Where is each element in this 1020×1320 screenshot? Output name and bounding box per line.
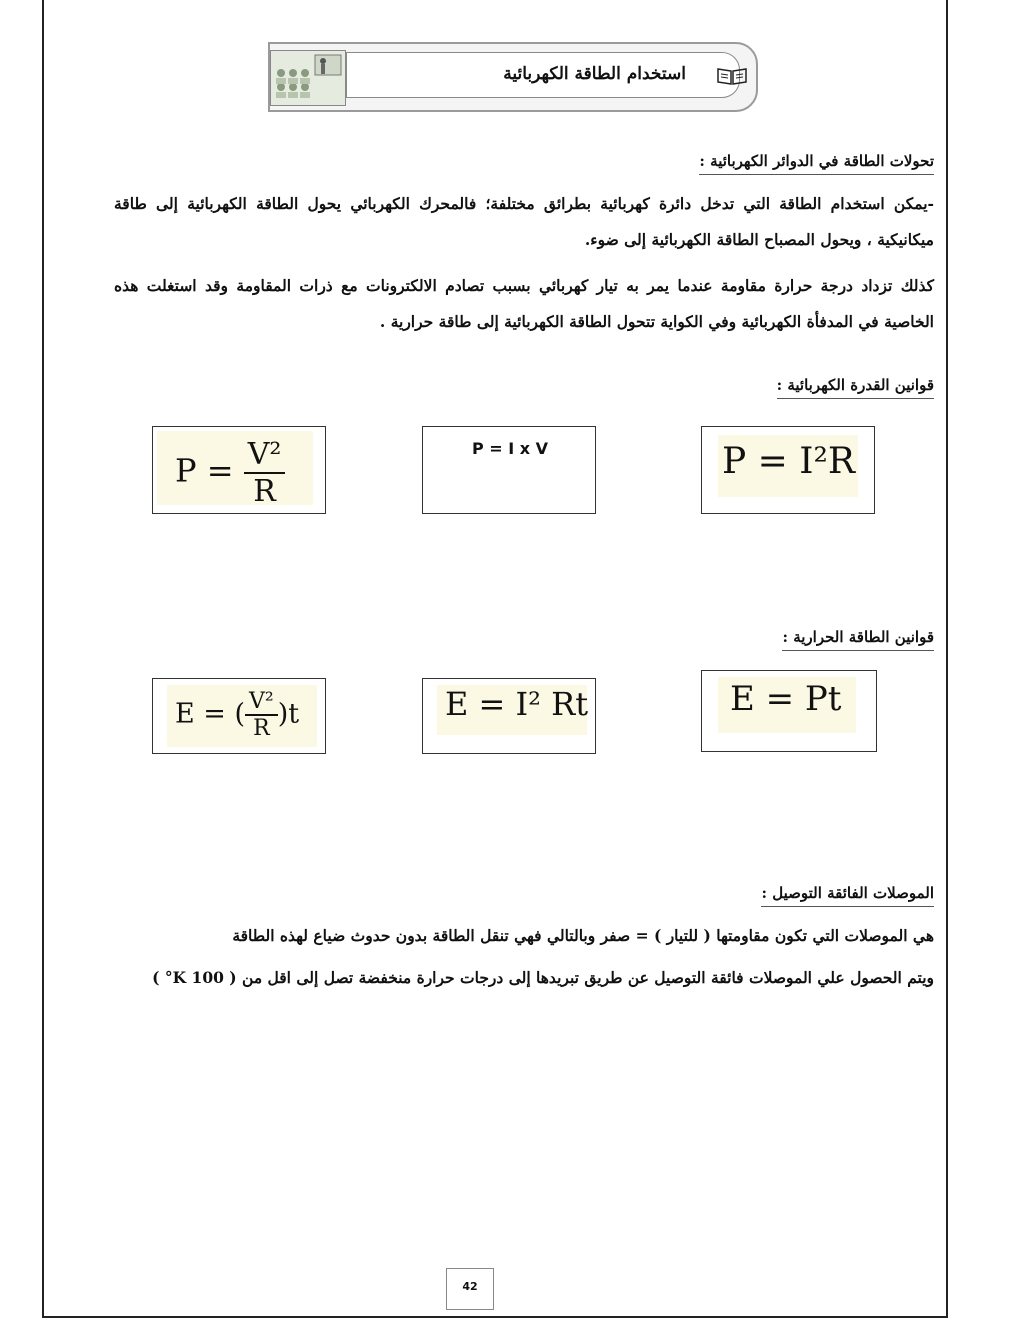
open-book-icon	[716, 66, 748, 86]
formula-power-i2r: P = I²R	[722, 441, 856, 482]
formula-lhs: P =	[175, 451, 234, 490]
fraction-numerator: V²	[245, 689, 278, 716]
fraction-denominator: R	[253, 474, 276, 509]
paragraph-superconductor-definition: هي الموصلات التي تكون مقاومتها ( للتيار ) = صفر وبالتالي فهي تنقل الطاقة بدون حدوث ضياع لهذه الطاقة	[232, 926, 934, 945]
page-title: استخدام الطاقة الكهربائية	[503, 64, 686, 84]
formula-box-energy-i2rt	[422, 678, 596, 754]
formula-power-i-times-v: P = I x V	[471, 439, 549, 458]
paragraph-superconductor-cooling: ويتم الحصول علي الموصلات فائقة التوصيل عن طريق تبريدها إلى درجات حرارة منخفضة تصل إلى اقل من ( 100 K° )	[152, 968, 934, 987]
title-banner	[268, 42, 756, 110]
formula-box-energy-pt	[701, 670, 877, 752]
formula-box-energy-v2r-t	[152, 678, 326, 754]
section-heading-power-laws: قوانين القدرة الكهربائية :	[777, 376, 934, 399]
fraction	[244, 437, 286, 509]
formula-box-power-iv	[422, 426, 596, 514]
formula-box-power-v2r	[152, 426, 326, 514]
formula-lhs: E = (	[175, 698, 246, 730]
section-heading-energy-transformations: تحولات الطاقة في الدوائر الكهربائية :	[699, 152, 934, 175]
formula-rhs: )t	[277, 698, 300, 730]
classroom-illustration	[270, 50, 346, 106]
formula-box-power-i2r	[701, 426, 875, 514]
paragraph-energy-uses: -يمكن استخدام الطاقة التي تدخل دائرة كهربائية بطرائق مختلفة؛ فالمحرك الكهربائي يحول الطاقة الكهربائية إلى طاقة ميكانيكية ، ويحول المصباح الطاقة الكهربائية إلى ضوء.	[114, 194, 934, 249]
section-heading-superconductors: الموصلات الفائقة التوصيل :	[761, 884, 934, 907]
formula-energy-v2-over-r-t	[175, 689, 299, 741]
formula-power-v2-over-r	[175, 437, 285, 509]
paragraph-resistance-heating: كذلك تزداد درجة حرارة مقاومة عندما يمر به تيار كهربائي بسبب تصادم الالكترونات مع ذرات المقاومة وقد استغلت هذه الخاصية في المدفأة الكهربائية وفي الكواية تتحول الطاقة الكهربائية إلى طاقة حرارية .	[114, 276, 934, 331]
page-number: 42	[446, 1268, 494, 1310]
fraction	[245, 689, 278, 741]
section-heading-thermal-energy-laws: قوانين الطاقة الحرارية :	[782, 628, 934, 651]
fraction-numerator: V²	[244, 437, 286, 474]
formula-energy-i2rt: E = I² Rt	[445, 685, 589, 723]
formula-energy-pt: E = Pt	[730, 679, 842, 719]
fraction-denominator: R	[253, 716, 270, 741]
